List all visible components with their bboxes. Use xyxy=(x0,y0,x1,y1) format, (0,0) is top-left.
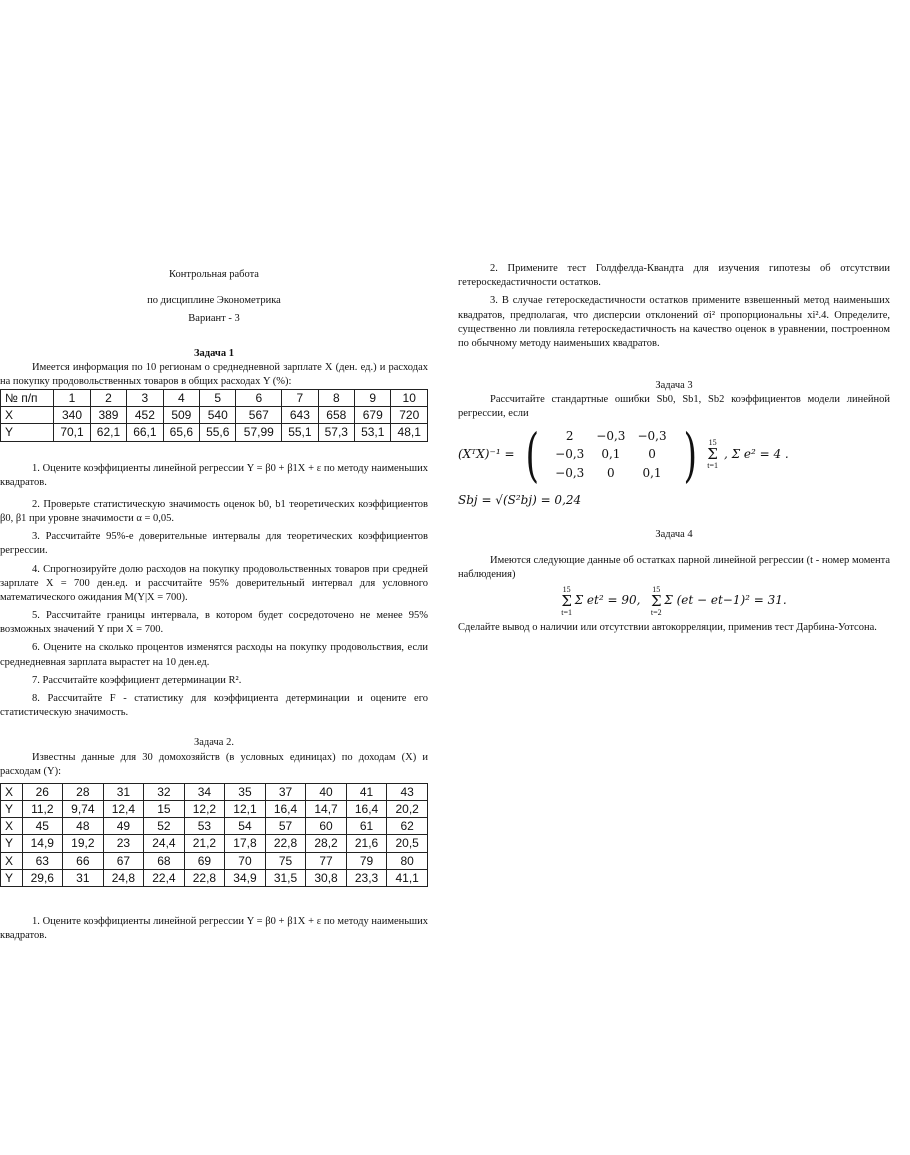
matrix-cell: 2 xyxy=(565,429,574,444)
formula-2: Σ (et − et−1)² = 31. xyxy=(664,593,787,608)
table-cell: 37 xyxy=(265,783,306,800)
task1-item: 1. Оцените коэффициенты линейной регрессии Y = β0 + β1X + ε по методу наименьших квадратов. xyxy=(0,462,428,488)
table-cell: 29,6 xyxy=(22,869,63,886)
table-cell: 75 xyxy=(265,852,306,869)
task1-item: 7. Рассчитайте коэффициент детерминации R². xyxy=(32,674,242,686)
table-cell: 20,2 xyxy=(387,801,428,818)
table-cell: 23,3 xyxy=(346,869,387,886)
matrix-cell: 0,1 xyxy=(601,447,621,462)
table-cell: 35 xyxy=(225,783,266,800)
sum-upper: 15 xyxy=(652,585,661,595)
table-cell: 24,8 xyxy=(103,869,144,886)
task1-intro: Имеется информация по 10 регионам о среднедневной зарплате X (ден. ед.) и расходах на покупку продовольственных товаров в общих расходах Y (%): xyxy=(0,361,428,387)
matrix-cell: −0,3 xyxy=(555,465,585,480)
table-cell: 28 xyxy=(63,783,104,800)
task1-table xyxy=(0,389,428,442)
table-cell: 53,1 xyxy=(355,424,391,441)
matrix xyxy=(549,427,672,482)
sum-limits xyxy=(707,439,718,470)
table-cell: 22,8 xyxy=(184,869,225,886)
row-label: X xyxy=(1,818,23,835)
task2-item: 1. Оцените коэффициенты линейной регрессии Y = β0 + β1X + ε по методу наименьших квадратов. xyxy=(0,915,428,942)
task1-header-row xyxy=(1,390,428,407)
doc-discipline: по дисциплине Эконометрика xyxy=(147,295,281,307)
table-cell: 389 xyxy=(90,407,126,424)
task2-intro: Известны данные для 30 домохозяйств (в условных единицах) по доходам (X) и расходам (Y): xyxy=(0,751,428,777)
task2-heading: Задача 2. xyxy=(194,737,234,749)
sigma-icon: Σ xyxy=(707,445,718,464)
table-cell: 17,8 xyxy=(225,835,266,852)
table-cell: 69 xyxy=(184,852,225,869)
table-cell: 567 xyxy=(236,407,282,424)
task1-item: 3. Рассчитайте 95%-е доверительные интервалы для теоретических коэффициентов регрессии. xyxy=(0,531,428,557)
table-cell: 24,4 xyxy=(144,835,185,852)
row-label: Y xyxy=(1,835,23,852)
matrix-label: (XᵀX)⁻¹ = xyxy=(458,447,515,462)
task2-row xyxy=(1,869,428,886)
task1-item: 6. Оцените на сколько процентов изменятся расходы на покупку продовольствия, если среднедневная зарплата вырастет на 10 ден.ед. xyxy=(0,642,428,668)
table-cell: 67 xyxy=(103,852,144,869)
table-cell: 658 xyxy=(318,407,354,424)
table-cell: 54 xyxy=(225,818,266,835)
table-cell: 49 xyxy=(103,818,144,835)
sum-lower: t=1 xyxy=(561,608,572,618)
table-cell: 55,6 xyxy=(200,424,236,441)
table-cell: 80 xyxy=(387,852,428,869)
table-cell: 79 xyxy=(346,852,387,869)
table-cell: 41,1 xyxy=(387,869,428,886)
table-cell: 26 xyxy=(22,783,63,800)
task1-col: 1 xyxy=(54,390,90,407)
table-cell: 40 xyxy=(306,783,347,800)
task2-item: 2. Примените тест Голдфелда-Квандта для изучения гипотезы об отсутствии гетероскедастичности остатков. xyxy=(458,263,890,289)
table-cell: 340 xyxy=(54,407,90,424)
table-cell: 65,6 xyxy=(163,424,199,441)
task1-item: 8. Рассчитайте F - статистику для коэффициента детерминации и оцените его статистическую значимость. xyxy=(0,693,428,719)
table-cell: 66 xyxy=(63,852,104,869)
table-cell: 679 xyxy=(355,407,391,424)
row-label: Y xyxy=(1,424,54,441)
table-cell: 60 xyxy=(306,818,347,835)
table-cell: 31,5 xyxy=(265,869,306,886)
sum-lower: t=2 xyxy=(650,608,662,618)
table-cell: 509 xyxy=(163,407,199,424)
table-cell: 53 xyxy=(184,818,225,835)
table-cell: 16,4 xyxy=(346,801,387,818)
formula-1: Σ et² = 90, xyxy=(574,593,641,608)
table-cell: 32 xyxy=(144,783,185,800)
task1-col: 8 xyxy=(318,390,354,407)
task1-item: 4. Спрогнозируйте долю расходов на покупку продовольственных товаров при средней зарплате X = 700 ден.ед. и рассчитайте 95% доверительный интервал для условного математического ожидания M(Y|X = 700). xyxy=(0,563,428,603)
table-cell: 57,3 xyxy=(318,424,354,441)
table-cell: 61 xyxy=(346,818,387,835)
row-label: Y xyxy=(1,869,23,886)
task1-header-label: № п/п xyxy=(1,390,54,407)
task4-formulas xyxy=(458,586,890,617)
table-cell: 55,1 xyxy=(282,424,318,441)
sum-limits xyxy=(651,586,662,617)
matrix-cell: −0,3 xyxy=(555,447,585,462)
row-label: X xyxy=(1,783,23,800)
task1-col: 9 xyxy=(355,390,391,407)
table-cell: 452 xyxy=(127,407,163,424)
table-cell: 28,2 xyxy=(306,835,347,852)
table-cell: 12,2 xyxy=(184,801,225,818)
task3-result: Sbj = √(S²bj) = 0,24 xyxy=(458,492,582,507)
task1-col: 7 xyxy=(282,390,318,407)
table-cell: 62,1 xyxy=(90,424,126,441)
matrix-row xyxy=(549,445,672,463)
task1-items xyxy=(0,462,428,721)
row-label: X xyxy=(1,407,54,424)
table-cell: 77 xyxy=(306,852,347,869)
task3-matrix-formula xyxy=(458,420,890,489)
sigma-icon: Σ xyxy=(561,592,572,611)
task2-row xyxy=(1,852,428,869)
sum-upper: 15 xyxy=(708,438,717,448)
task4-conclusion: Сделайте вывод о наличии или отсутствии автокорреляции, применив тест Дарбина-Уотсона. xyxy=(458,622,877,634)
task2-table xyxy=(0,783,428,887)
task1-col: 3 xyxy=(127,390,163,407)
doc-variant: Вариант - 3 xyxy=(188,313,240,325)
table-cell: 19,2 xyxy=(63,835,104,852)
table-cell: 63 xyxy=(22,852,63,869)
table-cell: 62 xyxy=(387,818,428,835)
task2-row xyxy=(1,783,428,800)
table-cell: 31 xyxy=(103,783,144,800)
table-cell: 57,99 xyxy=(236,424,282,441)
table-cell: 31 xyxy=(63,869,104,886)
task1-col: 10 xyxy=(391,390,428,407)
sum-lower: t=1 xyxy=(707,461,718,471)
table-cell: 34 xyxy=(184,783,225,800)
task3-heading: Задача 3 xyxy=(655,380,693,392)
right-column xyxy=(458,262,890,635)
table-cell: 20,5 xyxy=(387,835,428,852)
table-cell: 30,8 xyxy=(306,869,347,886)
row-label: Y xyxy=(1,801,23,818)
table-cell: 12,4 xyxy=(103,801,144,818)
matrix-row xyxy=(549,464,672,482)
table-cell: 66,1 xyxy=(127,424,163,441)
task4-intro: Имеются следующие данные об остатках парной линейной регрессии (t - номер момента наблюдения) xyxy=(458,554,890,581)
matrix-cell: −0,3 xyxy=(596,429,626,444)
table-cell: 12,1 xyxy=(225,801,266,818)
table-cell: 52 xyxy=(144,818,185,835)
task1-heading: Задача 1 xyxy=(194,347,234,359)
table-cell: 70,1 xyxy=(54,424,90,441)
table-cell: 22,4 xyxy=(144,869,185,886)
task1-item: 5. Рассчитайте границы интервала, в котором будет сосредоточено не менее 95% возможных значений Y при X = 700. xyxy=(0,610,428,636)
task1-col: 4 xyxy=(163,390,199,407)
table-cell: 21,6 xyxy=(346,835,387,852)
table-cell: 15 xyxy=(144,801,185,818)
table-cell: 57 xyxy=(265,818,306,835)
left-column xyxy=(0,268,428,943)
doc-title: Контрольная работа xyxy=(169,269,259,280)
table-cell: 68 xyxy=(144,852,185,869)
left-paren: ( xyxy=(525,420,539,489)
table-cell: 16,4 xyxy=(265,801,306,818)
sum-upper: 15 xyxy=(562,585,571,595)
task2-row xyxy=(1,801,428,818)
matrix-cell: 0,1 xyxy=(642,465,662,480)
table-cell: 70 xyxy=(225,852,266,869)
table-cell: 14,9 xyxy=(22,835,63,852)
task2-row xyxy=(1,835,428,852)
task1-row xyxy=(1,424,428,441)
matrix-cell: 0 xyxy=(648,447,656,462)
sum-formula: , Σ e² = 4 . xyxy=(723,447,789,462)
table-cell: 14,7 xyxy=(306,801,347,818)
sigma-icon: Σ xyxy=(650,592,662,611)
task2-item: 3. В случае гетероскедастичности остатков примените взвешенный метод наименьших квадратов, предполагая, что дисперсии отклонений σi² пропорциональны xi².4. Определите, существенно ли повлияла гетероскедастичность на качество оценок в уравнении, построенном по обычному методу наименьших квадратов. xyxy=(458,295,890,349)
task4-heading: Задача 4 xyxy=(655,528,693,540)
table-cell: 720 xyxy=(391,407,428,424)
task1-col: 2 xyxy=(90,390,126,407)
table-cell: 643 xyxy=(282,407,318,424)
table-cell: 21,2 xyxy=(184,835,225,852)
task1-col: 5 xyxy=(200,390,236,407)
table-cell: 45 xyxy=(22,818,63,835)
table-cell: 48 xyxy=(63,818,104,835)
table-cell: 48,1 xyxy=(391,424,428,441)
matrix-cell: 0 xyxy=(607,465,615,480)
row-label: X xyxy=(1,852,23,869)
table-cell: 34,9 xyxy=(225,869,266,886)
task1-col: 6 xyxy=(236,390,282,407)
table-cell: 11,2 xyxy=(22,801,63,818)
sum-limits xyxy=(561,586,572,617)
table-cell: 23 xyxy=(103,835,144,852)
matrix-row xyxy=(549,427,672,445)
right-paren: ) xyxy=(683,420,697,489)
table-cell: 9,74 xyxy=(63,801,104,818)
task1-row xyxy=(1,407,428,424)
task2-row xyxy=(1,818,428,835)
task3-intro: Рассчитайте стандартные ошибки Sb0, Sb1, Sb2 коэффициентов модели линейной регрессии, если xyxy=(458,394,890,420)
matrix-cell: −0,3 xyxy=(637,429,667,444)
table-cell: 43 xyxy=(387,783,428,800)
task1-item: 2. Проверьте статистическую значимость оценок b0, b1 теоретических коэффициентов β0, β1 при уровне значимости α = 0,05. xyxy=(0,498,428,525)
table-cell: 41 xyxy=(346,783,387,800)
table-cell: 540 xyxy=(200,407,236,424)
table-cell: 22,8 xyxy=(265,835,306,852)
